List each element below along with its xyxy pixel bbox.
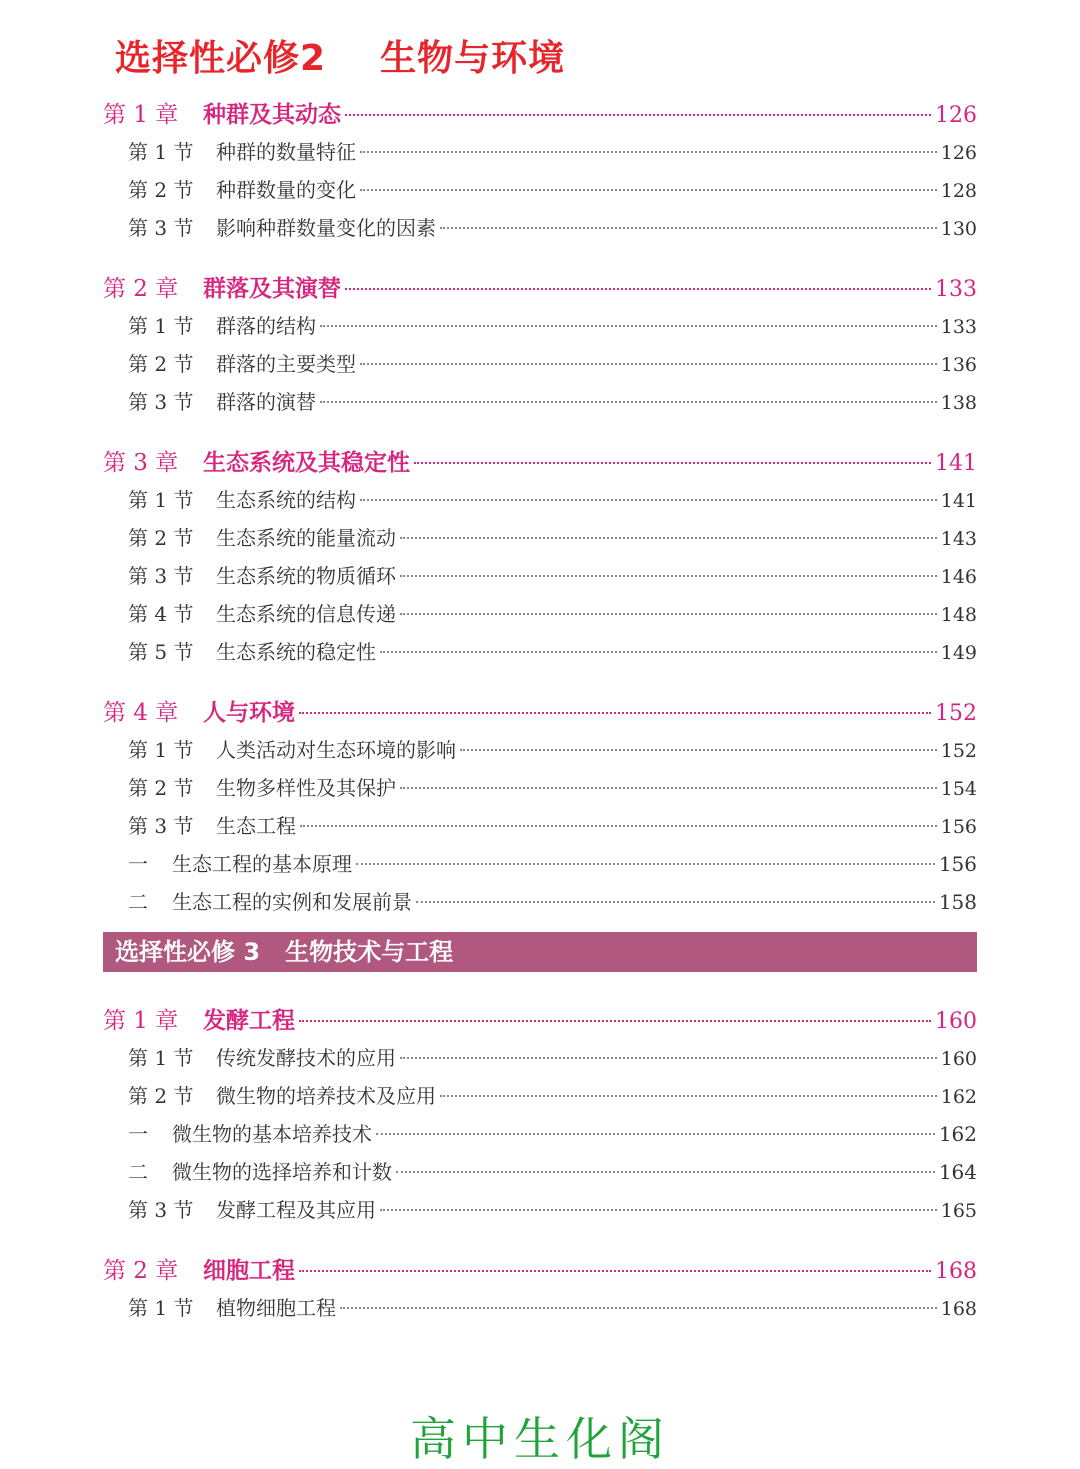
section-entry[interactable] [103, 348, 977, 386]
chapter-title: 生态系统及其稳定性 [203, 450, 410, 476]
section-entry[interactable] [103, 386, 977, 424]
subsection-title: 生态工程的实例和发展前景 [172, 890, 412, 914]
section-title: 生态系统的信息传递 [216, 602, 396, 626]
section-title: 生物多样性及其保护 [216, 776, 396, 800]
section-page-number: 152 [940, 740, 977, 762]
chapter-number: 第 2 章 [103, 276, 179, 302]
section-number: 第 2 节 [128, 776, 194, 800]
dot-leader [440, 227, 937, 229]
dot-leader [360, 189, 937, 191]
chapter-title: 人与环境 [203, 700, 295, 726]
section-page-number: 141 [940, 490, 977, 512]
table-of-contents [103, 96, 977, 1330]
section-entry[interactable] [103, 1042, 977, 1080]
section-title: 群落的演替 [216, 390, 316, 414]
section-number: 第 1 节 [128, 738, 194, 762]
chapter-title: 发酵工程 [203, 1008, 295, 1034]
section-entry[interactable] [103, 636, 977, 674]
chapter-number: 第 2 章 [103, 1258, 179, 1284]
section-title: 生态系统的结构 [216, 488, 356, 512]
chapter-entry[interactable] [103, 1002, 977, 1042]
chapter-entry[interactable] [103, 694, 977, 734]
chapter-page-number: 126 [935, 103, 977, 128]
dot-leader [414, 462, 931, 464]
section-entry[interactable] [103, 1080, 977, 1118]
dot-leader [360, 363, 937, 365]
dot-leader [299, 712, 931, 714]
chapter-entry[interactable] [103, 444, 977, 484]
section-title: 种群的数量特征 [216, 140, 356, 164]
chapter-page-number: 152 [935, 701, 977, 726]
section-entry[interactable] [103, 598, 977, 636]
section-page-number: 168 [940, 1298, 977, 1320]
dot-leader [400, 537, 937, 539]
subsection-title: 微生物的基本培养技术 [172, 1122, 372, 1146]
chapter-number: 第 3 章 [103, 450, 179, 476]
dot-leader [345, 288, 931, 290]
section-number: 第 3 节 [128, 216, 194, 240]
section-page-number: 130 [940, 218, 977, 240]
chapter-page-number: 168 [935, 1259, 977, 1284]
subsection-number: 二 [128, 890, 148, 914]
dot-leader [416, 901, 935, 903]
spacer [103, 424, 977, 444]
dot-leader [345, 114, 931, 116]
section-number: 第 2 节 [128, 1084, 194, 1108]
chapter-entry[interactable] [103, 96, 977, 136]
section-page-number: 138 [940, 392, 977, 414]
section-number: 第 5 节 [128, 640, 194, 664]
dot-leader [340, 1307, 937, 1309]
section-entry[interactable] [103, 174, 977, 212]
subsection-title: 微生物的选择培养和计数 [172, 1160, 392, 1184]
chapter-entry[interactable] [103, 270, 977, 310]
section-page-number: 156 [940, 816, 977, 838]
section-title: 传统发酵技术的应用 [216, 1046, 396, 1070]
chapter-title: 群落及其演替 [203, 276, 341, 302]
chapter-entry[interactable] [103, 1252, 977, 1292]
section-entry[interactable] [103, 136, 977, 174]
section-number: 第 1 节 [128, 488, 194, 512]
chapter-page-number: 160 [935, 1009, 977, 1034]
section-number: 第 3 节 [128, 814, 194, 838]
section-page-number: 149 [940, 642, 977, 664]
section-number: 第 1 节 [128, 314, 194, 338]
subsection-number: 二 [128, 1160, 148, 1184]
section-entry[interactable] [103, 522, 977, 560]
dot-leader [356, 863, 935, 865]
section-title: 种群数量的变化 [216, 178, 356, 202]
dot-leader [299, 1020, 931, 1022]
section-title: 微生物的培养技术及应用 [216, 1084, 436, 1108]
dot-leader [400, 1057, 937, 1059]
section-title: 群落的主要类型 [216, 352, 356, 376]
dot-leader [400, 787, 937, 789]
dot-leader [360, 499, 937, 501]
section-title: 影响种群数量变化的因素 [216, 216, 436, 240]
dot-leader [380, 1209, 937, 1211]
spacer [103, 250, 977, 270]
section-number: 第 1 节 [128, 140, 194, 164]
section-entry[interactable] [103, 560, 977, 598]
chapter-page-number: 133 [935, 277, 977, 302]
page-title: 选择性必修2 生物与环境 [115, 38, 566, 79]
section-number: 第 2 节 [128, 526, 194, 550]
section-title: 生态系统的能量流动 [216, 526, 396, 550]
section-page-number: 158 [938, 890, 977, 914]
dot-leader [380, 651, 937, 653]
section-page-number: 146 [940, 566, 977, 588]
dot-leader [376, 1133, 935, 1135]
subsection-number: 一 [128, 852, 148, 876]
spacer [103, 674, 977, 694]
book-banner: 选择性必修 3 生物技术与工程 [103, 932, 977, 972]
section-number: 第 3 节 [128, 564, 194, 588]
dot-leader [320, 401, 937, 403]
dot-leader [320, 325, 937, 327]
dot-leader [299, 1270, 931, 1272]
section-number: 第 3 节 [128, 1198, 194, 1222]
section-title: 人类活动对生态环境的影响 [216, 738, 456, 762]
dot-leader [400, 613, 937, 615]
section-title: 发酵工程及其应用 [216, 1198, 376, 1222]
subsection-title: 生态工程的基本原理 [172, 852, 352, 876]
section-number: 第 3 节 [128, 390, 194, 414]
section-page-number: 165 [940, 1200, 977, 1222]
section-page-number: 160 [940, 1048, 977, 1070]
section-page-number: 164 [938, 1160, 977, 1184]
section-title: 生态工程 [216, 814, 296, 838]
dot-leader [396, 1171, 935, 1173]
section-page-number: 136 [940, 354, 977, 376]
section-entry[interactable] [103, 772, 977, 810]
section-page-number: 162 [940, 1086, 977, 1108]
section-number: 第 4 节 [128, 602, 194, 626]
section-page-number: 133 [940, 316, 977, 338]
chapter-title: 种群及其动态 [203, 102, 341, 128]
chapter-number: 第 1 章 [103, 102, 179, 128]
chapter-title: 细胞工程 [203, 1258, 295, 1284]
chapter-number: 第 1 章 [103, 1008, 179, 1034]
section-number: 第 1 节 [128, 1296, 194, 1320]
section-page-number: 148 [940, 604, 977, 626]
section-title: 群落的结构 [216, 314, 316, 338]
section-entry[interactable] [103, 1292, 977, 1330]
chapter-number: 第 4 章 [103, 700, 179, 726]
section-page-number: 162 [938, 1122, 977, 1146]
section-title: 生态系统的稳定性 [216, 640, 376, 664]
dot-leader [360, 151, 937, 153]
section-entry[interactable] [103, 1194, 977, 1232]
section-title: 生态系统的物质循环 [216, 564, 396, 588]
subsection-entry[interactable] [103, 886, 977, 924]
section-page-number: 154 [940, 778, 977, 800]
subsection-entry[interactable] [103, 1118, 977, 1156]
subsection-number: 一 [128, 1122, 148, 1146]
subsection-entry[interactable] [103, 1156, 977, 1194]
section-entry[interactable] [103, 734, 977, 772]
spacer [103, 1232, 977, 1252]
section-page-number: 143 [940, 528, 977, 550]
section-entry[interactable] [103, 810, 977, 848]
chapter-page-number: 141 [935, 451, 977, 476]
dot-leader [300, 825, 937, 827]
dot-leader [460, 749, 937, 751]
section-page-number: 156 [938, 852, 977, 876]
watermark: 高中生化阁 [410, 1412, 670, 1466]
section-page-number: 128 [940, 180, 977, 202]
section-entry[interactable] [103, 212, 977, 250]
section-title: 植物细胞工程 [216, 1296, 336, 1320]
section-entry[interactable] [103, 484, 977, 522]
section-number: 第 2 节 [128, 352, 194, 376]
section-entry[interactable] [103, 310, 977, 348]
section-number: 第 2 节 [128, 178, 194, 202]
subsection-entry[interactable] [103, 848, 977, 886]
section-number: 第 1 节 [128, 1046, 194, 1070]
dot-leader [440, 1095, 937, 1097]
dot-leader [400, 575, 937, 577]
section-page-number: 126 [940, 142, 977, 164]
